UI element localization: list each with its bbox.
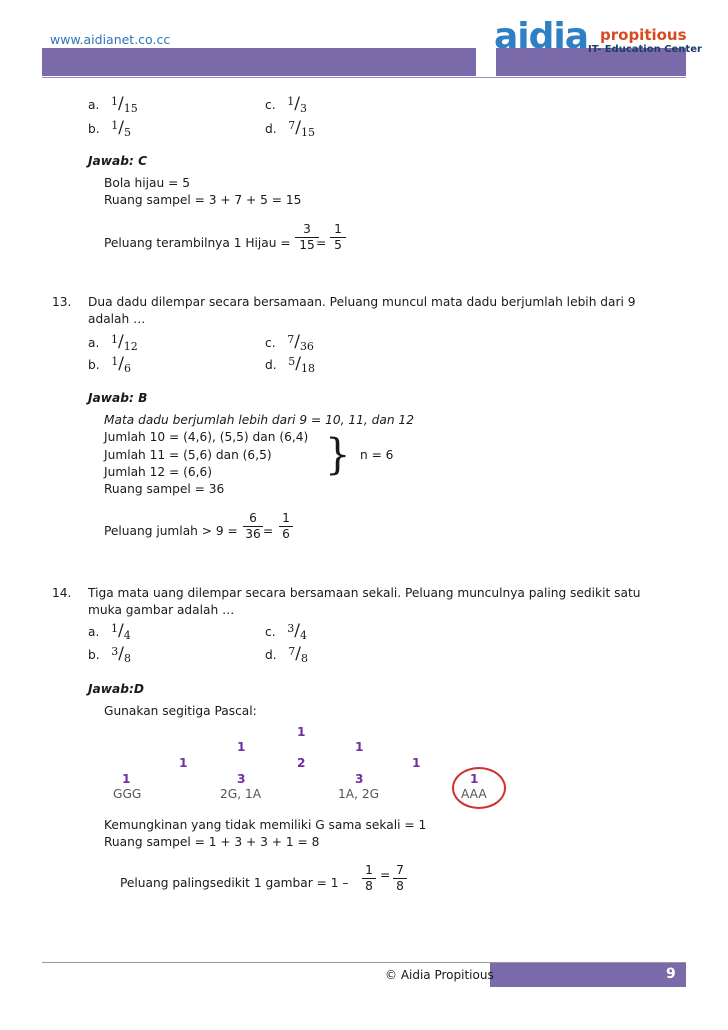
q12-fraction-2: $\frac{1}{5}$ [330, 222, 346, 253]
q13-option-c: c. $^7/_{36}$ [265, 332, 314, 353]
q14-text1: Tiga mata uang dilempar secara bersamaan sekali. Peluang munculnya paling sedikit satu [88, 586, 641, 600]
q13-brace: } [325, 430, 351, 480]
pascal-label: 2G, 1A [220, 787, 262, 801]
q12-line2: Ruang sampel = 3 + 7 + 5 = 15 [104, 193, 302, 207]
q13-fraction-1: $\frac{6}{36}$ [243, 511, 263, 542]
pascal-value: 1 [412, 756, 421, 770]
q13-text2: adalah … [88, 312, 146, 326]
pascal-value: 3 [237, 772, 246, 786]
q13-option-b: b. $^1/_6$ [88, 354, 131, 375]
q13-line4: Jumlah 12 = (6,6) [104, 465, 213, 479]
q13-text1: Dua dadu dilempar secara bersamaan. Peluang muncul mata dadu berjumlah lebih dari 9 [88, 295, 636, 309]
q14-number: 14. [52, 586, 72, 600]
q13-answer: Jawab: B [88, 391, 148, 405]
q14-intro: Gunakan segitiga Pascal: [104, 704, 257, 718]
q12-prob-label: Peluang terambilnya 1 Hijau = [104, 236, 291, 250]
q14-prob-label: Peluang palingsedikit 1 gambar = 1 – [120, 876, 349, 890]
highlight-circle [452, 767, 506, 809]
q14-option-b: b. $^3/_8$ [88, 644, 131, 665]
q12-line1: Bola hijau = 5 [104, 176, 190, 190]
page-number: 9 [666, 966, 676, 982]
footer-band [490, 963, 686, 987]
footer-copyright: © Aidia Propitious [385, 968, 494, 982]
q12-answer: Jawab: C [88, 154, 148, 168]
q12-eq: = [316, 236, 327, 250]
pascal-value: 2 [297, 756, 306, 770]
pascal-value: 1 [355, 740, 364, 754]
header-band-gap [476, 48, 496, 76]
q14-line1: Kemungkinan yang tidak memiliki G sama sekali = 1 [104, 818, 427, 832]
q12-option-c: c. $^1/_3$ [265, 94, 307, 115]
q14-answer: Jawab:D [88, 682, 144, 696]
q13-line2: Jumlah 10 = (4,6), (5,5) dan (6,4) [104, 430, 309, 444]
q12-option-a: a. $^1/_{15}$ [88, 94, 138, 115]
q14-line2: Ruang sampel = 1 + 3 + 3 + 1 = 8 [104, 835, 320, 849]
q13-n-label: n = 6 [360, 448, 394, 462]
logo-text: aidia [494, 16, 589, 57]
q13-line5: Ruang sampel = 36 [104, 482, 225, 496]
pascal-label: GGG [113, 787, 142, 801]
pascal-value: 1 [297, 725, 306, 739]
q13-option-a: a. $^1/_{12}$ [88, 332, 138, 353]
header-band-line [42, 77, 686, 78]
q14-text2: muka gambar adalah … [88, 603, 235, 617]
logo-tagline: IT- Education Center [588, 44, 702, 55]
q13-option-d: d. $^5/_{18}$ [265, 354, 315, 375]
q14-option-d: d. $^7/_8$ [265, 644, 308, 665]
q14-option-c: c. $^3/_4$ [265, 621, 307, 642]
pascal-value: 3 [355, 772, 364, 786]
q13-eq: = [263, 524, 274, 538]
pascal-value: 1 [237, 740, 246, 754]
q13-prob-label: Peluang jumlah > 9 = [104, 524, 238, 538]
q12-option-b: b. $^1/_5$ [88, 118, 131, 139]
q13-line1: Mata dadu berjumlah lebih dari 9 = 10, 11, dan 12 [104, 413, 414, 427]
q14-eq: = [380, 868, 391, 882]
q13-fraction-2: $\frac{1}{6}$ [279, 511, 293, 542]
q14-fraction-1: $\frac{1}{8}$ [362, 863, 376, 894]
logo-subtitle: propitious [600, 26, 687, 44]
q14-option-a: a. $^1/_4$ [88, 621, 131, 642]
q12-fraction-1: $\frac{3}{15}$ [295, 222, 319, 253]
q14-fraction-2: $\frac{7}{8}$ [393, 863, 407, 894]
q13-line3: Jumlah 11 = (5,6) dan (6,5) [104, 448, 272, 462]
pascal-label: 1A, 2G [338, 787, 380, 801]
q13-number: 13. [52, 295, 72, 309]
header-url[interactable]: www.aidianet.co.cc [50, 32, 171, 47]
q12-option-d: d. $^7/_{15}$ [265, 118, 315, 139]
pascal-value: 1 [470, 772, 479, 786]
pascal-value: 1 [179, 756, 188, 770]
pascal-value: 1 [122, 772, 131, 786]
pascal-label: AAA [461, 787, 487, 801]
